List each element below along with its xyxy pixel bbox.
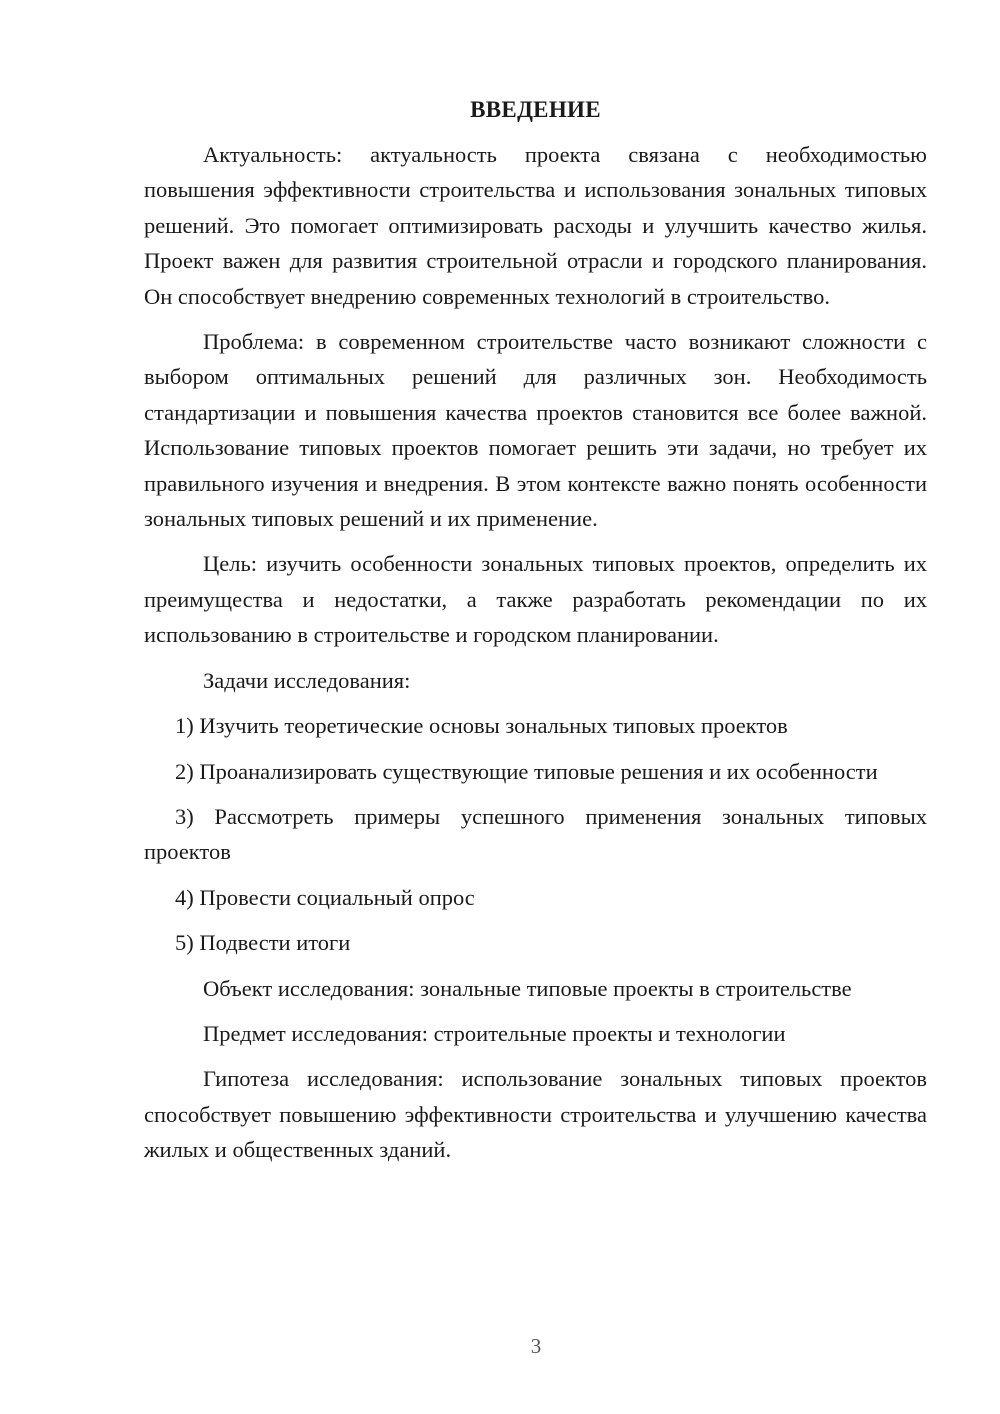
task-item: 4) Провести социальный опрос bbox=[175, 884, 475, 910]
section-title: ВВЕДЕНИЕ bbox=[470, 97, 601, 122]
paragraph-object: Объект исследования: зональные типовые проекты в строительстве bbox=[203, 975, 852, 1001]
paragraph-goal: Цель: изучить особенности зональных типовых проектов, определить их преимущества и недостатки, а также разработать рекомендации по их использованию в строительстве и городском планировании. bbox=[144, 551, 927, 648]
paragraph-relevance: Актуальность: актуальность проекта связана с необходимостью повышения эффективности строительства и использования зональных типовых решений. Это помогает оптимизировать расходы и улучшить качество жилья. Проект важен для развития строительной отрасли и городского планирования. Он способствует внедрению современных технологий в строительство. bbox=[144, 142, 927, 309]
page-number: 3 bbox=[530, 1334, 542, 1358]
paragraph-problem: Проблема: в современном строительстве часто возникают сложности с выбором оптимальных решений для различных зон. Необходимость стандартизации и повышения качества проектов становится все более важной. Использование типовых проектов помогает решить эти задачи, но требует их правильного изучения и внедрения. В этом контексте важно понять особенности зональных типовых решений и их применение. bbox=[144, 329, 927, 532]
task-item: 2) Проанализировать существующие типовые решения и их особенности bbox=[175, 758, 878, 784]
paragraph-subject: Предмет исследования: строительные проекты и технологии bbox=[203, 1020, 786, 1046]
task-item: 3) Рассмотреть примеры успешного применения зональных типовых проектов bbox=[144, 803, 927, 865]
document-page bbox=[144, 95, 927, 1178]
task-item: 1) Изучить теоретические основы зональных типовых проектов bbox=[175, 713, 788, 739]
tasks-heading: Задачи исследования: bbox=[203, 667, 411, 693]
task-item: 5) Подвести итоги bbox=[175, 930, 351, 956]
paragraph-hypothesis: Гипотеза исследования: использование зональных типовых проектов способствует повышению эффективности строительства и улучшению качества жилых и общественных зданий. bbox=[144, 1066, 927, 1163]
